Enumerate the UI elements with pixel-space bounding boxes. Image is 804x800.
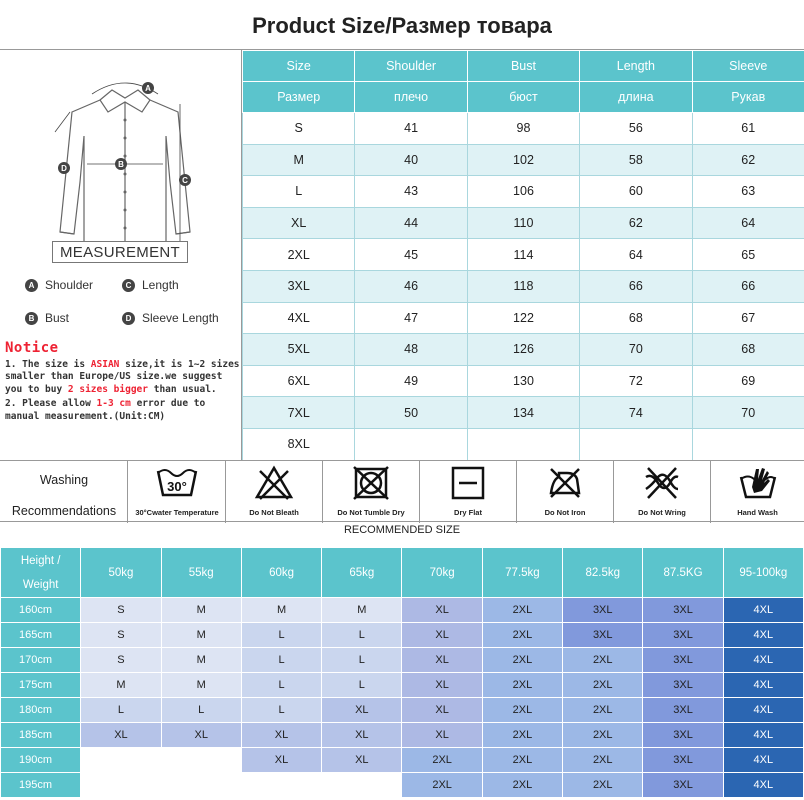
recommended-size-cell: 3XL — [643, 773, 723, 798]
size-table-cell: XL — [243, 207, 355, 239]
recommended-size-cell: 2XL — [563, 698, 643, 723]
no-wring-icon — [642, 465, 682, 501]
size-table-row — [243, 113, 804, 145]
no-iron-icon — [545, 465, 585, 501]
legend-label: Shoulder — [45, 278, 94, 292]
size-table-cell: 2XL — [243, 239, 355, 271]
size-table-cell: 72 — [580, 365, 692, 397]
svg-text:B: B — [118, 160, 124, 169]
size-table-cell: 5XL — [243, 334, 355, 366]
size-table-row — [243, 334, 804, 366]
size-table-cell: 74 — [580, 397, 692, 429]
marker-b-icon: B — [25, 312, 38, 325]
recommended-size-cell: L — [322, 623, 402, 648]
size-table-cell: 56 — [580, 113, 692, 145]
notice-item-2: 2. Please allow 1-3 cm error due to manual measurement.(Unit:CM) — [5, 398, 206, 422]
weight-header: 65kg — [322, 548, 402, 598]
size-table-cell: M — [243, 144, 355, 176]
size-table-cell: бюст — [467, 82, 579, 113]
size-table-cell: длина — [580, 82, 692, 113]
size-table-row — [243, 144, 804, 176]
legend-shoulder — [25, 278, 93, 292]
rec-row — [1, 598, 804, 623]
size-table-cell: 45 — [355, 239, 467, 271]
height-label: 190cm — [1, 748, 81, 773]
recommended-size-cell: L — [241, 648, 321, 673]
size-table-cell: 47 — [355, 302, 467, 334]
size-table-row — [243, 397, 804, 429]
size-table-cell: 48 — [355, 334, 467, 366]
size-table-cell: 43 — [355, 176, 467, 208]
recommended-size-cell: L — [322, 673, 402, 698]
size-table-cell: 58 — [580, 144, 692, 176]
weight-header: 50kg — [81, 548, 161, 598]
rec-row — [1, 723, 804, 748]
legend-length — [122, 278, 179, 292]
size-table-cell: 64 — [692, 207, 804, 239]
recommended-size-cell: 2XL — [563, 673, 643, 698]
recommended-size-cell: L — [241, 698, 321, 723]
recommended-size-cell — [81, 748, 161, 773]
size-table-cell: 62 — [692, 144, 804, 176]
size-table-cell: 130 — [467, 365, 579, 397]
size-table-cell: 67 — [692, 302, 804, 334]
size-table-cell: 44 — [355, 207, 467, 239]
recommended-size-cell: XL — [402, 623, 482, 648]
size-table-row — [243, 176, 804, 208]
size-table-row — [243, 239, 804, 271]
size-table-cell — [692, 428, 804, 460]
size-table-cell: 110 — [467, 207, 579, 239]
recommended-size-cell: 3XL — [643, 598, 723, 623]
rec-header-row — [1, 548, 804, 598]
no-bleach-icon — [254, 465, 294, 501]
rec-row — [1, 748, 804, 773]
size-table-cell: Bust — [467, 51, 579, 82]
size-table-cell: 70 — [580, 334, 692, 366]
size-table-cell: 66 — [692, 270, 804, 302]
recommended-size-cell: 2XL — [563, 773, 643, 798]
size-table-cell: 8XL — [243, 428, 355, 460]
recommended-size-cell: 4XL — [723, 698, 803, 723]
marker-d-icon: D — [122, 312, 135, 325]
size-table-cell: 68 — [692, 334, 804, 366]
recommended-size-cell: 3XL — [563, 623, 643, 648]
recommended-size-cell: 2XL — [482, 698, 562, 723]
size-table-cell: 126 — [467, 334, 579, 366]
recommended-size-cell: 2XL — [482, 773, 562, 798]
notice-title: Notice — [5, 340, 59, 356]
recommended-size-cell: 2XL — [402, 748, 482, 773]
recommended-size-cell: L — [241, 623, 321, 648]
recommended-size-cell: 2XL — [402, 773, 482, 798]
recommended-size-cell: 2XL — [482, 723, 562, 748]
size-table-cell: 41 — [355, 113, 467, 145]
height-label: 175cm — [1, 673, 81, 698]
recommended-size-table — [0, 547, 804, 798]
size-table-cell: S — [243, 113, 355, 145]
size-table-cell: 68 — [580, 302, 692, 334]
recommended-size-cell — [81, 773, 161, 798]
size-table-cell: 114 — [467, 239, 579, 271]
recommended-size-cell: 2XL — [482, 648, 562, 673]
height-weight-header: Height / Weight — [1, 548, 81, 598]
recommended-size-cell: M — [81, 673, 161, 698]
size-table-cell: Size — [243, 51, 355, 82]
measurement-label: MEASUREMENT — [52, 241, 188, 263]
recommended-size-cell: 3XL — [643, 723, 723, 748]
size-table-cell: 118 — [467, 270, 579, 302]
height-label: 185cm — [1, 723, 81, 748]
recommended-size-cell: XL — [402, 598, 482, 623]
notice-item-1: 1. The size is ASIAN size,it is 1~2 sizes smaller than Europe/US size.we suggest you to buy 2 sizes bigger than usual. — [5, 359, 240, 395]
size-table-cell: Shoulder — [355, 51, 467, 82]
no-bleach-cell: Do Not Bleath — [226, 461, 323, 523]
recommended-size-cell: 4XL — [723, 773, 803, 798]
recommended-size-cell: L — [322, 648, 402, 673]
size-table-cell: L — [243, 176, 355, 208]
svg-text:D: D — [61, 164, 67, 173]
height-label: 195cm — [1, 773, 81, 798]
recommended-size-cell: XL — [322, 698, 402, 723]
size-table-cell: 66 — [580, 270, 692, 302]
no-iron-cell: Do Not Iron — [517, 461, 614, 523]
weight-header: 82.5kg — [563, 548, 643, 598]
recommended-size-cell: 2XL — [563, 748, 643, 773]
recommended-size-cell: 3XL — [643, 698, 723, 723]
notice-text — [5, 359, 241, 423]
weight-header: 77.5kg — [482, 548, 562, 598]
size-table-cell: 134 — [467, 397, 579, 429]
recommended-size-cell: XL — [322, 748, 402, 773]
recommended-size-cell — [161, 773, 241, 798]
recommended-size-cell: XL — [241, 723, 321, 748]
rec-row — [1, 698, 804, 723]
size-table-row — [243, 365, 804, 397]
no-tumble-dry-icon — [351, 465, 391, 501]
size-table-cell: 122 — [467, 302, 579, 334]
size-table-cell: Рукав — [692, 82, 804, 113]
recommended-size-cell: XL — [402, 698, 482, 723]
size-table-cell: 7XL — [243, 397, 355, 429]
recommended-size-cell: L — [161, 698, 241, 723]
size-table-cell: плечо — [355, 82, 467, 113]
wash-30-cell: 30° 30°Cwater Temperature — [129, 461, 226, 523]
recommended-size-cell: XL — [161, 723, 241, 748]
recommended-size-cell: 2XL — [482, 748, 562, 773]
size-table-cell: 46 — [355, 270, 467, 302]
recommended-size-cell: S — [81, 598, 161, 623]
recommended-size-cell: L — [81, 698, 161, 723]
rec-row — [1, 673, 804, 698]
recommended-size-cell: 2XL — [563, 723, 643, 748]
recommended-size-cell: 3XL — [563, 598, 643, 623]
recommended-size-cell: 3XL — [643, 623, 723, 648]
recommended-size-cell: L — [241, 673, 321, 698]
no-tumble-dry-cell: Do Not Tumble Dry — [323, 461, 420, 523]
size-table-cell: 70 — [692, 397, 804, 429]
svg-text:C: C — [182, 176, 188, 185]
recommended-size-cell: XL — [241, 748, 321, 773]
washing-section — [0, 460, 804, 522]
height-label: 160cm — [1, 598, 81, 623]
marker-a-icon: A — [25, 279, 38, 292]
size-table-cell: 40 — [355, 144, 467, 176]
weight-header: 95-100kg — [723, 548, 803, 598]
size-table-row — [243, 51, 804, 82]
recommended-size-cell: 3XL — [643, 673, 723, 698]
svg-text:30°: 30° — [167, 479, 187, 494]
recommended-size-cell: 3XL — [643, 748, 723, 773]
weight-header: 55kg — [161, 548, 241, 598]
weight-header: 70kg — [402, 548, 482, 598]
recommended-size-cell — [322, 773, 402, 798]
recommended-size-cell: 4XL — [723, 648, 803, 673]
measurement-panel — [0, 50, 242, 460]
recommended-size-cell — [241, 773, 321, 798]
recommended-size-cell: 4XL — [723, 623, 803, 648]
recommended-size-cell: 2XL — [482, 598, 562, 623]
size-table-cell — [580, 428, 692, 460]
rec-row — [1, 623, 804, 648]
height-label: 165cm — [1, 623, 81, 648]
size-table-cell: 4XL — [243, 302, 355, 334]
size-table-cell: 106 — [467, 176, 579, 208]
size-table-cell: 102 — [467, 144, 579, 176]
recommended-size-cell: 4XL — [723, 673, 803, 698]
size-table-row — [243, 207, 804, 239]
size-table — [242, 50, 804, 461]
size-table-cell: Размер — [243, 82, 355, 113]
size-table-cell: 49 — [355, 365, 467, 397]
recommended-size-cell: 2XL — [482, 623, 562, 648]
wash-30-icon — [155, 465, 199, 499]
weight-header: 60kg — [241, 548, 321, 598]
height-label: 170cm — [1, 648, 81, 673]
recommended-size-cell: XL — [402, 673, 482, 698]
height-label: 180cm — [1, 698, 81, 723]
dry-flat-icon — [448, 465, 488, 501]
size-table-cell: 63 — [692, 176, 804, 208]
hand-wash-icon — [738, 465, 778, 501]
size-table-row — [243, 270, 804, 302]
size-table-cell: 69 — [692, 365, 804, 397]
recommended-size-cell: S — [81, 623, 161, 648]
size-table-cell: 61 — [692, 113, 804, 145]
no-wring-cell: Do Not Wring — [614, 461, 711, 523]
size-table-cell: 60 — [580, 176, 692, 208]
recommended-size-cell: XL — [322, 723, 402, 748]
washing-label: Washing Recommendations — [0, 461, 128, 523]
size-table-cell: 98 — [467, 113, 579, 145]
marker-c-icon: C — [122, 279, 135, 292]
recommended-size-cell: XL — [402, 648, 482, 673]
dry-flat-cell: Dry Flat — [420, 461, 517, 523]
size-table-cell: 3XL — [243, 270, 355, 302]
recommended-size-cell: XL — [402, 723, 482, 748]
size-table-cell: 62 — [580, 207, 692, 239]
size-table-cell: Sleeve — [692, 51, 804, 82]
recommended-size-cell: 4XL — [723, 748, 803, 773]
legend-label: Bust — [45, 311, 70, 325]
size-table-cell — [467, 428, 579, 460]
recommended-size-cell — [161, 748, 241, 773]
recommended-size-cell: 3XL — [643, 648, 723, 673]
recommended-size-cell: 4XL — [723, 723, 803, 748]
recommended-size-cell: M — [322, 598, 402, 623]
recommended-size-cell: M — [241, 598, 321, 623]
recommended-size-cell: M — [161, 623, 241, 648]
svg-text:A: A — [145, 84, 151, 93]
recommended-size-cell: 2XL — [482, 673, 562, 698]
size-table-cell: 64 — [580, 239, 692, 271]
rec-row — [1, 648, 804, 673]
hand-wash-cell: Hand Wash — [711, 461, 804, 523]
recommended-size-cell: M — [161, 598, 241, 623]
page-title: Product Size/Размер товара — [0, 0, 804, 50]
legend-bust — [25, 311, 69, 325]
recommended-size-cell: 2XL — [563, 648, 643, 673]
size-table-cell: 65 — [692, 239, 804, 271]
size-table-row — [243, 82, 804, 113]
recommended-size-cell: M — [161, 648, 241, 673]
recommended-size-cell: M — [161, 673, 241, 698]
legend-label: Sleeve Length — [142, 311, 219, 325]
size-table-row — [243, 302, 804, 334]
weight-header: 87.5KG — [643, 548, 723, 598]
size-table-cell — [355, 428, 467, 460]
legend-sleeve-length — [122, 311, 219, 325]
recommended-size-title: RECOMMENDED SIZE — [343, 524, 461, 536]
size-table-row — [243, 428, 804, 460]
recommended-size-cell: 4XL — [723, 598, 803, 623]
legend-label: Length — [142, 278, 179, 292]
recommended-size-cell: S — [81, 648, 161, 673]
size-table-cell: Length — [580, 51, 692, 82]
recommended-size-cell: XL — [81, 723, 161, 748]
size-table-cell: 50 — [355, 397, 467, 429]
rec-row — [1, 773, 804, 798]
size-table-cell: 6XL — [243, 365, 355, 397]
